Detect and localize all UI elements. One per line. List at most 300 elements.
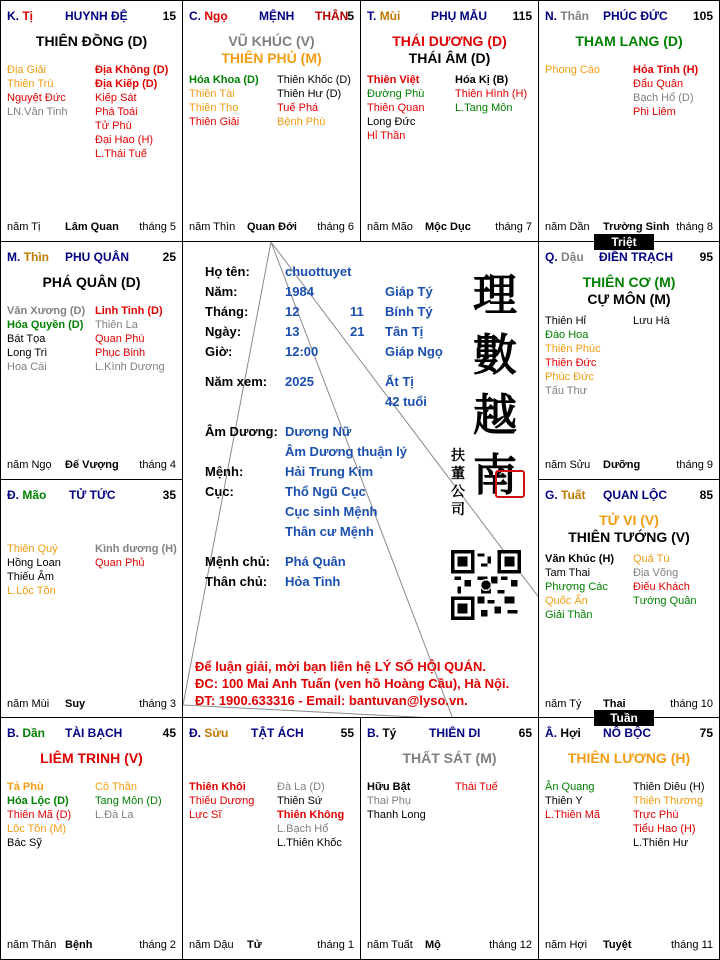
info-gio-label: Giờ: (205, 344, 233, 359)
major-stars (539, 750, 719, 767)
minor-star: Thiên Khôi (189, 781, 246, 793)
palace-name: HUYNH ĐỆ (65, 9, 128, 23)
palace-footer (367, 221, 532, 235)
palace-stem: K. (7, 9, 19, 23)
calligraphy-char-3: 越 (473, 390, 517, 441)
minor-star: Cô Thần (95, 781, 137, 793)
minor-star: Văn Khúc (H) (545, 553, 615, 565)
palace-name: MỆNH (259, 9, 295, 23)
major-star: THIÊN ĐỒNG (D) (35, 33, 148, 49)
minor-stars-right (455, 73, 527, 115)
info-thang-lunar: 11 (350, 304, 364, 319)
minor-star: L.Thiên Khốc (277, 837, 342, 849)
footer-year: năm Dậu (189, 939, 234, 951)
palace-header (189, 9, 354, 25)
minor-stars-right (633, 63, 698, 119)
minor-stars-right (633, 314, 670, 328)
minor-star: Quan Phủ (95, 557, 145, 569)
qr-code-icon (451, 550, 521, 620)
palace-stem: C. (189, 9, 201, 23)
info-ho-ten-value: chuottuyet (285, 264, 352, 279)
palace-header (7, 9, 176, 25)
palace-stem: Đ. (7, 488, 19, 502)
palace-label (7, 488, 46, 502)
minor-star: Phong Cáo (545, 64, 601, 76)
palace-name: NÔ BỘC (603, 726, 651, 740)
info-nam-canchi: Giáp Tý (385, 284, 433, 299)
seal-side-text: 扶 董 公 司 (451, 448, 465, 518)
minor-stars-right (277, 780, 344, 850)
minor-star: Bệnh Phù (277, 116, 326, 128)
minor-star: Phượng Các (545, 581, 608, 593)
minor-stars-left (189, 73, 259, 129)
footer-month: tháng 2 (139, 939, 176, 951)
info-am-duong-label: Âm Dương: (205, 424, 278, 439)
minor-star: Thiên Phúc (545, 343, 601, 355)
footer-stage: Tử (247, 939, 262, 951)
palace-branch: Mão (22, 488, 47, 502)
minor-stars-left (545, 63, 600, 77)
contact-line-2: ĐC: 100 Mai Anh Tuấn (ven hồ Hoàng Cầu), Hà Nội. (195, 676, 510, 691)
footer-year: năm Thìn (189, 221, 236, 233)
palace-branch: Hợi (560, 726, 581, 740)
footer-stage: Quan Đới (247, 221, 297, 233)
palace-stem: B. (7, 726, 19, 740)
major-star: THIÊN CƠ (M) (582, 274, 676, 290)
info-ngay-value: 13 (285, 324, 300, 339)
info-am-duong-value: Dương Nữ (285, 424, 352, 439)
info-menh-chu-label: Mệnh chủ: (205, 554, 270, 569)
footer-month: tháng 4 (139, 459, 176, 471)
red-seal-stamp (495, 470, 525, 498)
major-stars (539, 274, 719, 308)
palace-stem: B. (367, 726, 379, 740)
minor-star: Hoa Cái (7, 361, 47, 373)
minor-star: Thiên Quý (7, 543, 58, 555)
minor-star: Hữu Bật (367, 781, 411, 793)
major-stars (1, 33, 182, 50)
footer-month: tháng 11 (670, 939, 713, 951)
minor-star: Hồng Loan (7, 557, 61, 569)
minor-star: Thiên Diêu (H) (633, 781, 705, 793)
calligraphy-char-2: 數 (473, 330, 517, 381)
tuan-tag: Tuần (594, 710, 654, 726)
major-stars (361, 750, 538, 767)
palace-label (545, 250, 584, 264)
footer-stage: Tuyệt (603, 939, 632, 951)
info-cuc-value2: Cục sinh Mệnh (285, 504, 378, 519)
minor-stars-left (545, 314, 601, 398)
palace-footer (189, 221, 354, 235)
major-star: THIÊN PHỦ (M) (221, 50, 322, 66)
minor-stars-right (633, 780, 705, 850)
footer-month: tháng 8 (676, 221, 713, 233)
footer-stage: Đế Vượng (65, 459, 119, 471)
footer-month: tháng 1 (317, 939, 354, 951)
major-star: THÁI DƯƠNG (D) (392, 33, 507, 49)
palace-label (545, 9, 589, 23)
minor-star: Thiên Trù (7, 78, 54, 90)
palace-footer (7, 698, 176, 712)
minor-star: Phi Liêm (633, 106, 676, 118)
minor-star: Thiên Y (545, 795, 583, 807)
minor-star: Thiên Hình (H) (455, 88, 528, 100)
footer-month: tháng 12 (489, 939, 532, 951)
footer-year: năm Ngọ (7, 459, 52, 471)
palace-name: ĐIỀN TRẠCH (599, 250, 673, 264)
minor-star: Thiên Quan (367, 102, 425, 114)
minor-stars-left (7, 304, 85, 374)
palace-stem: Â. (545, 726, 557, 740)
palace-footer (545, 939, 713, 953)
palace-age-number: 115 (512, 9, 532, 23)
palace-branch: Sửu (204, 726, 229, 740)
minor-star: Hóa Lộc (D) (7, 795, 69, 807)
minor-star: L.Thiên Mã (545, 809, 601, 821)
palace-age-number: 45 (162, 726, 176, 740)
minor-stars-right (95, 304, 165, 374)
minor-star: Thai Phụ (367, 795, 412, 807)
info-menh-label: Mệnh: (205, 464, 244, 479)
minor-star: Điếu Khách (633, 581, 690, 593)
info-than-chu-value: Hỏa Tinh (285, 574, 341, 589)
palace-footer (545, 459, 713, 473)
minor-stars-left (545, 552, 614, 622)
minor-star: Thiên Giải (189, 116, 240, 128)
minor-star: Thiên Hư (D) (277, 88, 342, 100)
info-than-chu-label: Thân chủ: (205, 574, 268, 589)
palace-branch: Ngọ (204, 9, 228, 23)
footer-month: tháng 3 (139, 698, 176, 710)
palace-age-number: 85 (699, 488, 713, 502)
palace-phuc-duc (538, 0, 720, 242)
footer-month: tháng 5 (139, 221, 176, 233)
major-star: THIÊN TƯỚNG (V) (568, 529, 690, 545)
footer-year: năm Tuất (367, 939, 413, 951)
palace-branch: Tý (382, 726, 397, 740)
minor-star: Hỏa Tinh (H) (633, 64, 699, 76)
info-nam-xem-value: 2025 (285, 374, 314, 389)
palace-footer (189, 939, 354, 953)
minor-star: Đẩu Quân (633, 78, 684, 90)
minor-star: Đà La (D) (277, 781, 325, 793)
minor-star: Quả Tú (633, 553, 670, 565)
palace-branch: Tị (22, 9, 34, 23)
minor-star: Tướng Quân (633, 595, 697, 607)
minor-star: Đại Hao (H) (95, 134, 154, 146)
palace-header (545, 726, 713, 742)
minor-star: Phá Toái (95, 106, 138, 118)
palace-footer (367, 939, 532, 953)
minor-stars-left (7, 63, 68, 119)
minor-star: Thiên Hỉ (545, 315, 586, 327)
minor-star: Thiên Thọ (189, 102, 239, 114)
minor-star: Long Đức (367, 116, 416, 128)
palace-label (545, 488, 585, 502)
footer-stage: Mộc Dục (425, 221, 471, 233)
palace-header (367, 726, 532, 742)
than-marker: THÂN (315, 9, 349, 23)
palace-footer (7, 221, 176, 235)
info-thang-label: Tháng: (205, 304, 249, 319)
palace-tu-tuc (0, 479, 183, 719)
minor-star: Hóa Khoa (D) (189, 74, 259, 86)
major-star: THIÊN LƯƠNG (H) (567, 750, 691, 766)
palace-name: TỬ TỨC (69, 488, 116, 502)
palace-stem: T. (367, 9, 377, 23)
palace-name: TẬT ÁCH (251, 726, 304, 740)
info-thang-canchi: Bính Tý (385, 304, 433, 319)
minor-star: Giải Thần (545, 609, 593, 621)
minor-star: Tấu Thư (545, 385, 588, 397)
palace-age-number: 105 (692, 9, 713, 23)
major-stars (1, 750, 182, 767)
palace-header (7, 726, 176, 742)
minor-star: Thái Tuế (455, 781, 498, 793)
info-am-duong-value2: Âm Dương thuận lý (285, 444, 407, 459)
palace-footer (545, 221, 713, 235)
footer-month: tháng 7 (495, 221, 532, 233)
palace-header (367, 9, 532, 25)
palace-label (7, 250, 49, 264)
center-info-panel (182, 241, 539, 718)
palace-header (7, 250, 176, 266)
calligraphy-char-4: 南 (473, 450, 517, 501)
minor-star: L.Kình Dương (95, 361, 165, 373)
palace-header (189, 726, 354, 742)
palace-tat-ach (182, 717, 361, 960)
minor-star: L.Tang Môn (455, 102, 513, 114)
footer-month: tháng 6 (317, 221, 354, 233)
minor-star: Nguyệt Đức (7, 92, 66, 104)
palace-age-number: 65 (518, 726, 532, 740)
info-gio-canchi: Giáp Ngọ (385, 344, 443, 359)
palace-name: TÀI BẠCH (65, 726, 123, 740)
minor-star: Thiên Tài (189, 88, 235, 100)
minor-star: Linh Tinh (D) (95, 305, 163, 317)
minor-star: Hóa Kị (B) (455, 74, 509, 86)
palace-age-number: 75 (699, 726, 713, 740)
palace-stem: M. (7, 250, 21, 264)
minor-star: Tả Phù (7, 781, 44, 793)
minor-star: L.Lộc Tồn (7, 585, 56, 597)
footer-stage: Trường Sinh (603, 221, 670, 233)
minor-star: Lực Sĩ (189, 809, 222, 821)
palace-stem: Q. (545, 250, 558, 264)
major-star: PHÁ QUÂN (D) (42, 274, 141, 290)
palace-huynh-de (0, 0, 183, 242)
minor-stars-right (277, 73, 351, 129)
minor-star: Thiên La (95, 319, 138, 331)
footer-stage: Suy (65, 698, 86, 710)
info-cuc-label: Cục: (205, 484, 234, 499)
info-nam-label: Năm: (205, 284, 238, 299)
footer-stage: Dưỡng (603, 459, 641, 471)
major-stars (361, 33, 538, 67)
footer-year: năm Thân (7, 939, 57, 951)
minor-star: Kiếp Sát (95, 92, 137, 104)
palace-dien-trach (538, 241, 720, 480)
calligraphy-char-1: 理 (473, 270, 517, 321)
palace-phu-mau (360, 0, 539, 242)
palace-footer (7, 939, 176, 953)
palace-stem: G. (545, 488, 558, 502)
major-stars (1, 274, 182, 291)
minor-stars-left (7, 780, 71, 850)
footer-stage: Bệnh (65, 939, 93, 951)
minor-star: Long Trì (7, 347, 48, 359)
palace-name: THIÊN DI (429, 726, 481, 740)
major-star: CỰ MÔN (M) (587, 291, 671, 307)
minor-star: L.Thái Tuế (95, 148, 147, 160)
minor-stars-left (545, 780, 600, 822)
minor-stars-left (189, 780, 254, 822)
minor-star: Tuế Phá (277, 102, 319, 114)
footer-year: năm Sửu (545, 459, 591, 471)
minor-star: Địa Võng (633, 567, 679, 579)
palace-name: QUAN LỘC (603, 488, 667, 502)
minor-stars-right (95, 780, 162, 822)
minor-star: Thiên Sứ (277, 795, 323, 807)
contact-line-3: ĐT: 1900.633316 - Email: bantuvan@lyso.vn. (195, 693, 468, 708)
palace-label (367, 9, 400, 23)
info-gio-value: 12:00 (285, 344, 319, 359)
palace-age-number: 95 (699, 250, 713, 264)
info-nam-value: 1984 (285, 284, 314, 299)
minor-star: Tang Môn (D) (95, 795, 162, 807)
minor-star: Tử Phù (95, 120, 132, 132)
palace-phu-quan (0, 241, 183, 480)
palace-branch: Dậu (561, 250, 584, 264)
footer-year: năm Dần (545, 221, 590, 233)
info-tuoi: 42 tuổi (385, 394, 427, 409)
palace-header (7, 488, 176, 504)
minor-stars-left (367, 780, 426, 822)
minor-star: Thiên Việt (367, 74, 420, 86)
minor-star: Kình dương (H) (95, 543, 177, 555)
minor-star: LN.Văn Tinh (7, 106, 68, 118)
minor-star: Thiên Đức (545, 357, 597, 369)
major-stars (183, 33, 360, 67)
major-star: TỬ VI (V) (599, 512, 659, 528)
minor-star: Thiếu Dương (189, 795, 255, 807)
minor-star: Trực Phù (633, 809, 679, 821)
minor-star: Thiên Mã (D) (7, 809, 72, 821)
minor-star: Tiểu Hao (H) (633, 823, 696, 835)
palace-branch: Thìn (23, 250, 50, 264)
palace-header (545, 488, 713, 504)
minor-star: Địa Không (D) (95, 64, 169, 76)
minor-star: Ân Quang (545, 781, 595, 793)
footer-stage: Lâm Quan (65, 221, 119, 233)
info-menh-value: Hải Trung Kim (285, 464, 374, 479)
palace-branch: Tuất (561, 488, 586, 502)
minor-star: Địa Giải (7, 64, 47, 76)
palace-branch: Dần (22, 726, 46, 740)
minor-star: Phúc Đức (545, 371, 594, 383)
palace-footer (7, 459, 176, 473)
palace-stem: N. (545, 9, 557, 23)
minor-star: Bạch Hổ (D) (633, 92, 694, 104)
major-star: THÁI ÂM (D) (408, 50, 491, 66)
info-ngay-label: Ngày: (205, 324, 242, 339)
minor-star: Lộc Tồn (M) (7, 823, 67, 835)
info-cuc-value: Thổ Ngũ Cục (285, 484, 366, 499)
palace-name: PHU QUÂN (65, 250, 130, 264)
minor-stars-right (95, 542, 177, 570)
minor-star: Thiên Khốc (D) (277, 74, 351, 86)
palace-label (367, 726, 396, 740)
minor-stars-right (633, 552, 697, 608)
minor-star: Đường Phù (367, 88, 425, 100)
palace-age-number: 5 (347, 9, 354, 23)
palace-label (189, 726, 228, 740)
palace-label (545, 726, 581, 740)
info-menh-chu-value: Phá Quân (285, 554, 346, 569)
minor-star: Văn Xương (D) (7, 305, 86, 317)
palace-name: PHÚC ĐỨC (603, 9, 668, 23)
major-star: THAM LANG (D) (575, 33, 683, 49)
minor-stars-left (367, 73, 424, 143)
info-thang-value: 12 (285, 304, 300, 319)
info-nam-xem-label: Năm xem: (205, 374, 268, 389)
info-cuc-value3: Thân cư Mệnh (285, 524, 374, 539)
footer-year: năm Mùi (7, 698, 50, 710)
minor-star: Phục Binh (95, 347, 146, 359)
minor-star: Địa Kiếp (D) (95, 78, 158, 90)
minor-star: Bác Sỹ (7, 837, 42, 849)
palace-age-number: 25 (162, 250, 176, 264)
palace-branch: Mùi (379, 9, 401, 23)
minor-star: Đào Hoa (545, 329, 589, 341)
major-star: LIÊM TRINH (V) (40, 750, 143, 766)
palace-age-number: 35 (162, 488, 176, 502)
minor-star: Hóa Quyền (D) (7, 319, 84, 331)
triet-tag: Triệt (594, 234, 654, 250)
footer-stage: Mộ (425, 939, 441, 951)
info-ngay-canchi: Tân Tị (385, 324, 424, 339)
footer-stage: Thai (603, 698, 626, 710)
footer-year: năm Tị (7, 221, 41, 233)
palace-branch: Thân (560, 9, 590, 23)
info-ngay-lunar: 21 (350, 324, 365, 339)
minor-star: Quan Phù (95, 333, 145, 345)
minor-star: Quốc Ấn (545, 595, 588, 607)
footer-month: tháng 9 (676, 459, 713, 471)
minor-star: L.Đà La (95, 809, 134, 821)
palace-label (189, 9, 228, 23)
major-star: THẤT SÁT (M) (402, 750, 497, 766)
palace-thien-di (360, 717, 539, 960)
palace-no-boc (538, 717, 720, 960)
minor-star: Thanh Long (367, 809, 426, 821)
minor-star: L.Thiên Hư (633, 837, 689, 849)
palace-header (545, 250, 713, 266)
minor-stars-right (95, 63, 168, 161)
palace-tai-bach (0, 717, 183, 960)
footer-month: tháng 10 (670, 698, 713, 710)
palace-label (7, 9, 33, 23)
palace-label (7, 726, 45, 740)
palace-quan-loc (538, 479, 720, 719)
minor-star: L.Bạch Hổ (277, 823, 329, 835)
footer-year: năm Mão (367, 221, 413, 233)
footer-year: năm Tý (545, 698, 582, 710)
palace-stem: Đ. (189, 726, 201, 740)
info-ho-ten: Họ tên: (205, 264, 250, 279)
minor-star: Thiên Thương (633, 795, 704, 807)
minor-star: Lưu Hà (633, 315, 670, 327)
